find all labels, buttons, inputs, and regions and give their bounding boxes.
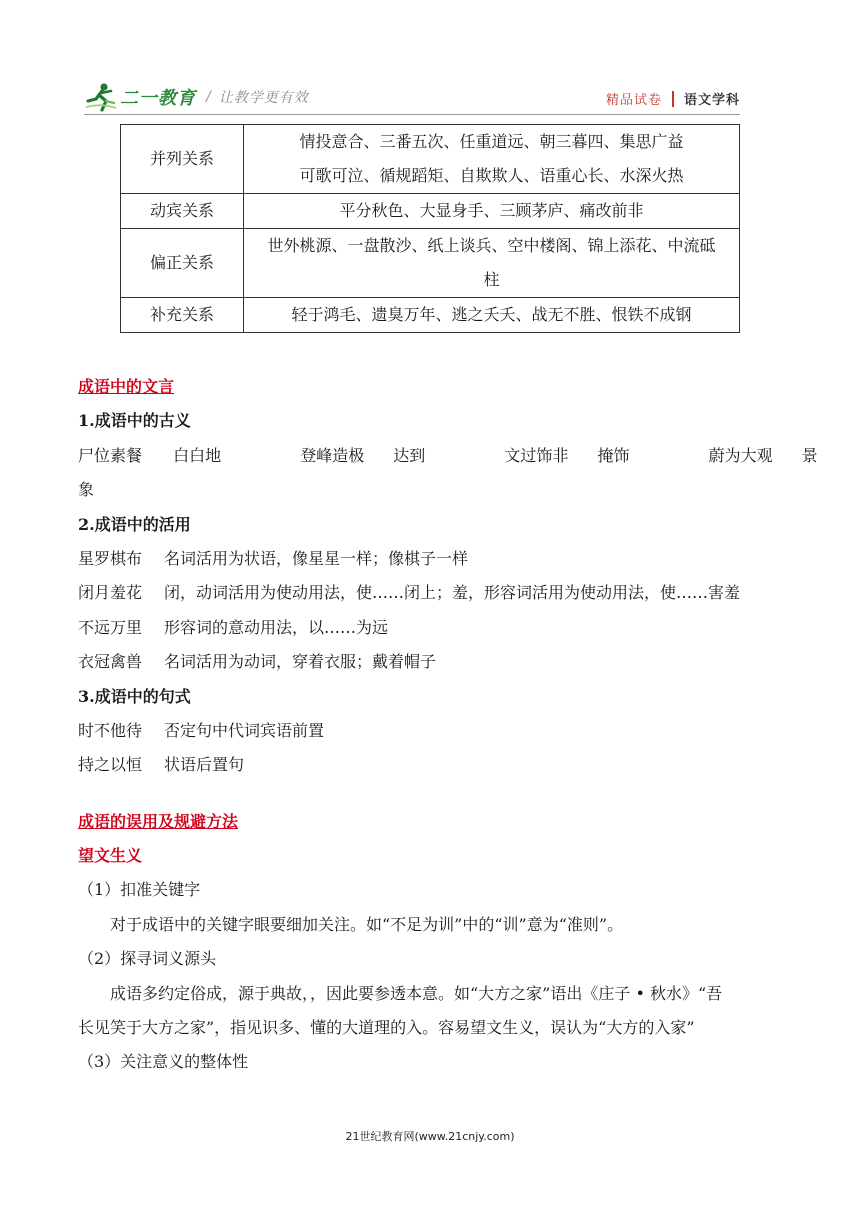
page-header [84,80,740,114]
idiom-gloss: 达到 [393,445,426,465]
table-example-line: 平分秋色、大显身手、三顾茅庐、痛改前非 [339,201,644,220]
point-heading: （3）关注意义的整体性 [78,1052,249,1072]
idiom-explanation: 状语后置句 [164,755,245,775]
idiom-explanation: 形容词的意动用法，以……为远 [164,617,389,637]
table-examples-cell [244,125,740,194]
idiom-explanation: 闭，动词活用为使动用法，使……闭上；羞，形容词活用为使动用法，使……害羞 [164,583,741,603]
idiom-gloss: 景 [801,445,818,465]
slogan-separator: / [206,89,211,105]
premium-label: 精品试卷 [605,93,662,108]
section-title-misuse: 成语的误用及规避方法 [78,811,239,831]
runner-logo-icon [84,81,118,113]
subheading-ancient-meaning: 1.成语中的古义 [78,411,191,431]
table-type-cell: 补充关系 [121,298,244,333]
point-paragraph: 对于成语中的关键字眼要细加关注。如“不足为训”中的“训”意为“准则”。 [110,914,624,934]
section-gap [78,783,784,805]
idiom-term: 衣冠禽兽 [78,652,143,672]
idiom-explanation: 否定句中代词宾语前置 [164,720,325,740]
point-paragraph: 成语多约定俗成，源于典故，，因此要参透本意。如“大方之家”语出《庄子 • 秋水》“吾 [110,983,723,1003]
idiom-term: 蔚为大观 [708,445,773,465]
idiom-structure-table [120,124,740,333]
brand-slogan: 让教学更有效 [218,90,309,106]
idiom-term: 时不他待 [78,720,143,740]
usage-row [78,542,784,576]
table-example-line: 轻于鸿毛、遗臭万年、逃之夭夭、战无不胜、恨铁不成钢 [291,305,692,324]
header-rule [84,114,740,115]
table-examples-cell [244,229,740,298]
table-row [121,194,740,229]
table-examples-cell [244,194,740,229]
idiom-term: 闭月羞花 [78,583,143,603]
point-paragraph-continuation: 长见笑于大方之家”，指见识多、懂的大道理的入。容易望文生义，误认为“大方的入家” [78,1018,695,1038]
idiom-gloss: 白白地 [173,445,222,465]
brand-name: 二一教育 [120,88,196,109]
table-example-line: 可歌可泣、循规蹈矩、自欺欺人、语重心长、水深火热 [299,166,684,185]
table-type-cell: 动宾关系 [121,194,244,229]
subheading-sentence-pattern: 3.成语中的句式 [78,686,191,706]
subheading-word-usage: 2.成语中的活用 [78,514,191,534]
brand-logo [84,80,309,114]
usage-row [78,576,784,610]
idiom-term: 文过饰非 [504,445,569,465]
idiom-explanation: 名词活用为动词，穿着衣服；戴着帽子 [164,652,437,672]
table-example-line: 世外桃源、一盘散沙、纸上谈兵、空中楼阁、锦上添花、中流砥 [267,236,716,255]
section-title-classical: 成语中的文言 [78,377,175,396]
page-footer: 21世纪教育网(www.21cnjy.com) [345,1130,515,1143]
table-example-line: 柱 [483,270,500,289]
subject-label: 语文学科 [683,93,740,108]
table-type-cell: 并列关系 [121,125,244,194]
table-row [121,125,740,194]
idiom-explanation: 名词活用为状语，像星星一样；像棋子一样 [164,548,469,568]
idiom-term: 不远万里 [78,617,143,637]
table-example-line: 情投意合、三番五次、任重道远、朝三暮四、集思广益 [299,132,684,151]
ancient-meaning-row [78,439,818,473]
idiom-gloss: 掩饰 [597,445,630,465]
idiom-term: 登峰造极 [300,445,365,465]
ancient-meaning-continuation: 象 [78,480,95,500]
idiom-term: 星罗棋布 [78,548,143,568]
pattern-row [78,748,784,782]
header-divider [672,91,674,107]
table-row [121,229,740,298]
table-type-cell: 偏正关系 [121,229,244,298]
idiom-term: 尸位素餐 [78,445,143,465]
usage-row [78,611,784,645]
point-heading: （2）探寻词义源头 [78,949,217,969]
pattern-row [78,714,784,748]
table-examples-cell [244,298,740,333]
main-content [78,370,818,1080]
idiom-term: 持之以恒 [78,755,143,775]
usage-row [78,645,784,679]
table-row [121,298,740,333]
header-right [606,89,740,108]
subheading-literal-misreading: 望文生义 [78,846,143,866]
point-heading: （1）扣准关键字 [78,880,201,900]
